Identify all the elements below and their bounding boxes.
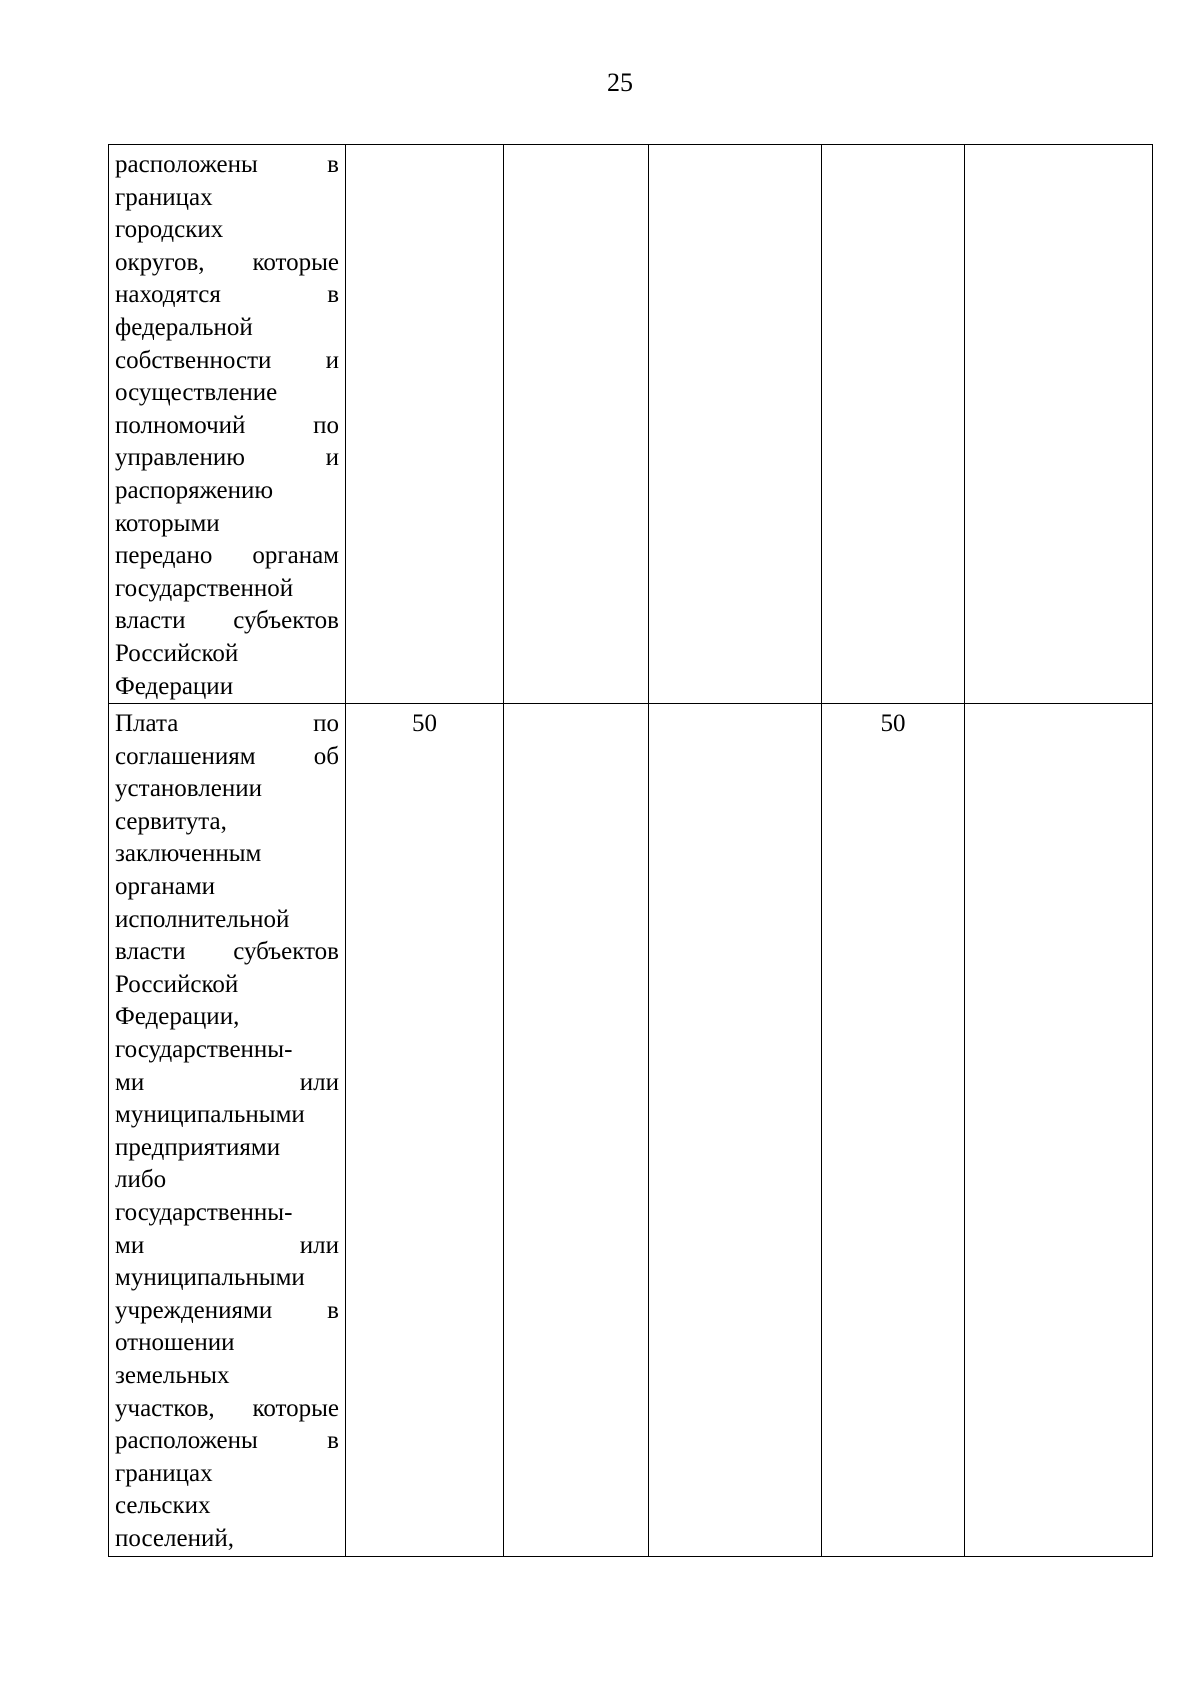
description-line: государственной — [115, 574, 294, 602]
value-cell — [346, 145, 504, 704]
description-line: собственности и — [115, 346, 339, 374]
revenue-table — [108, 144, 1153, 1557]
description-line: муниципальными — [115, 1101, 305, 1129]
description-line: сервитута, — [115, 807, 227, 835]
description-line: границах — [115, 1459, 213, 1487]
description-line: либо — [115, 1166, 167, 1194]
description-line: власти субъектов — [115, 938, 339, 966]
description-line: соглашениям об — [115, 742, 339, 770]
description-line: управлению и — [115, 444, 339, 472]
value-cell: 50 — [822, 704, 965, 1556]
description-line: Российской — [115, 639, 239, 667]
description-line: предприятиями — [115, 1133, 281, 1161]
table-row — [109, 145, 1153, 704]
value-cell — [649, 704, 822, 1556]
description-line: отношении — [115, 1329, 235, 1357]
description-line: которыми — [115, 509, 220, 537]
description-line: Плата по — [115, 710, 339, 738]
description-line: осуществление — [115, 379, 278, 407]
value-cell: 50 — [346, 704, 504, 1556]
description-line: учреждениями в — [115, 1296, 339, 1324]
description-line: ми или — [115, 1068, 339, 1096]
row-description-cell — [109, 145, 346, 704]
description-line: органами — [115, 873, 216, 901]
value-cell — [504, 704, 649, 1556]
description-line: расположены в — [115, 1427, 339, 1455]
description-line: участков, которые — [115, 1394, 339, 1422]
description-line: находятся в — [115, 281, 339, 309]
description-line: земельных — [115, 1361, 230, 1389]
description-line: границах — [115, 183, 213, 211]
value-cell — [965, 145, 1153, 704]
page-number: 25 — [607, 68, 633, 97]
description-line: государственны- — [115, 1199, 293, 1226]
description-line: Российской — [115, 970, 239, 998]
description-line: расположены в — [115, 151, 339, 178]
description-line: Федерации — [115, 672, 234, 700]
description-line: власти субъектов — [115, 607, 339, 635]
description-line: заключенным — [115, 840, 262, 868]
description-line: установлении — [115, 775, 262, 803]
row-description-cell — [109, 704, 346, 1556]
description-line: распоряжению — [115, 476, 274, 504]
description-line: сельских — [115, 1492, 211, 1520]
description-line: поселений, — [115, 1524, 234, 1552]
description-line: округов, которые — [115, 248, 339, 276]
description-line: городских — [115, 216, 224, 244]
description-line: полномочий по — [115, 411, 339, 439]
description-line: государственны- — [115, 1036, 293, 1064]
value-cell — [965, 704, 1153, 1556]
description-line: исполнительной — [115, 905, 290, 933]
description-line: ми или — [115, 1231, 339, 1259]
description-line: Федерации, — [115, 1003, 240, 1031]
table-row — [109, 704, 1153, 1556]
value-cell — [649, 145, 822, 704]
value-cell — [504, 145, 649, 704]
description-line: федеральной — [115, 313, 253, 341]
value-cell — [822, 145, 965, 704]
description-line: передано органам — [115, 542, 339, 570]
description-line: муниципальными — [115, 1264, 305, 1292]
